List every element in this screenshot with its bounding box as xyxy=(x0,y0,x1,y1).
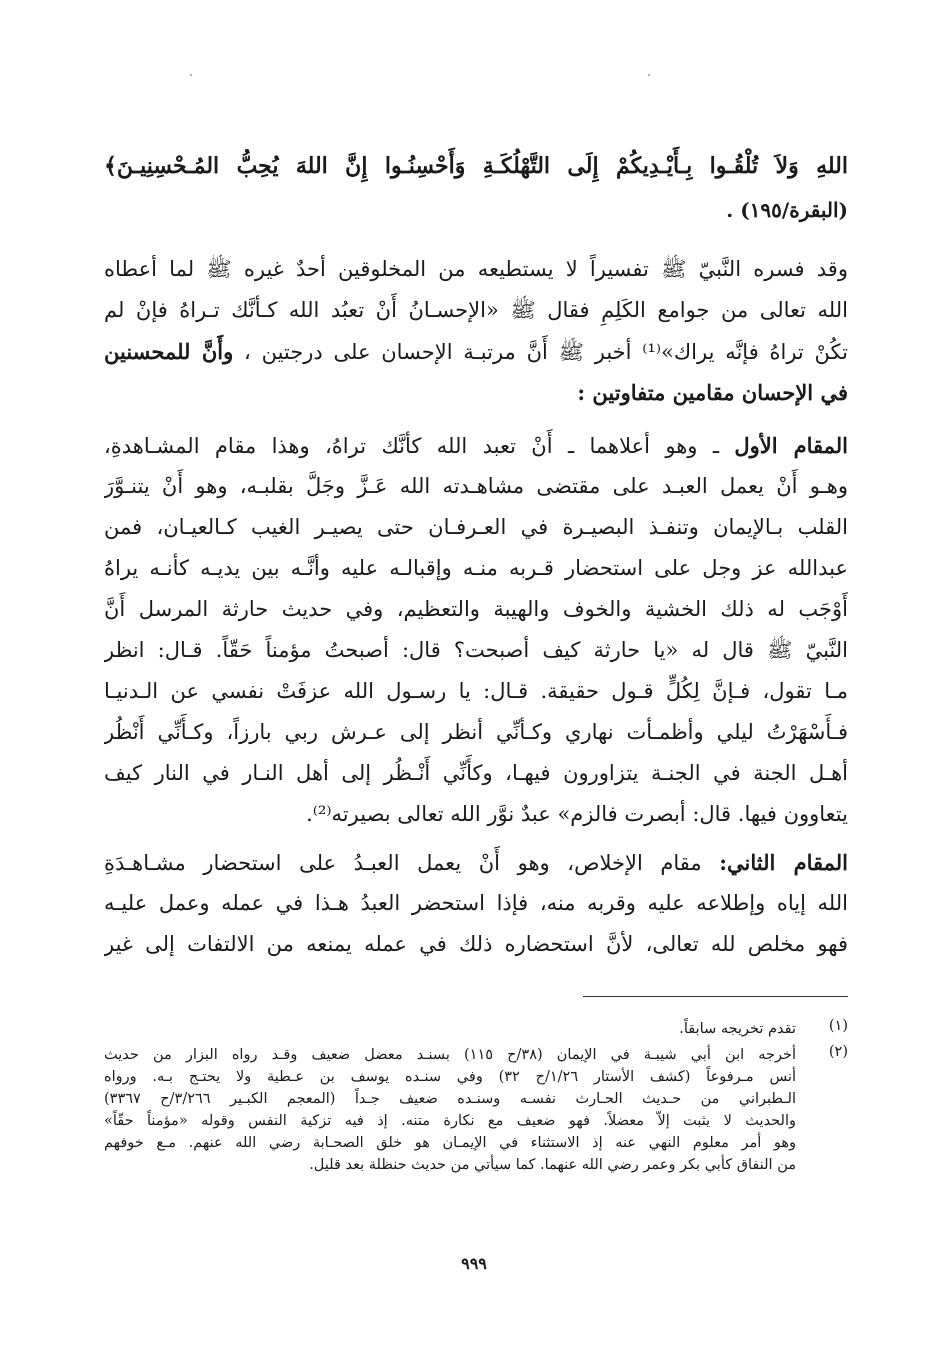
footnote-line: والحديث لا يثبت إلاّ معضلاً. فهو ضعيف مع نكارة متنه. إذ فيه تزكية النفس وقوله «مؤمناً حقّاً» xyxy=(104,1113,796,1129)
text-line: أَوْجَب له ذلك الخشية والخوف والهيبة والتعظيم، وفي حديث حارثة المرسل أَنَّ xyxy=(104,597,848,621)
text-line: وهـو أَنْ يعمل العبـد على مقتضى مشاهـدته الله عَـزَّ وجَلَّ بقلبـه، وهو أَنْ يتنـوَّرَ xyxy=(104,474,848,498)
page-number: ٩٩٩ xyxy=(461,1254,487,1273)
footnote-number: (٢) xyxy=(828,1044,848,1060)
text-segment: ـ وهو أعلاهما ـ أَنْ تعبد الله كأنَّك تراهُ، وهذا مقام المشـاهدةِ، xyxy=(104,434,719,458)
footnote-line: تقدم تخريجه سابقاً. xyxy=(679,1021,796,1037)
footnote-text xyxy=(104,1044,796,1176)
text-line: في الإحسان مقامين متفاوتين : xyxy=(577,380,848,405)
footnote-line: وهو أمر معلوم النهي عنه إذ الاستثناء في الإيمـان هو خلق الصحـابة رضي الله عنهم. مـع خوفهم xyxy=(104,1135,796,1151)
text-line: أهـل الجنة في الجنـة يتزاورون فيهـا، وكأَنِّي أَنْـظُر إلى أهل النـار في النار كيف xyxy=(104,761,848,785)
paragraph-ihsan-definition xyxy=(104,249,848,413)
text-segment: تكُنْ تراهُ فإنَّه يراك»⁽¹⁾ أخبر ﷺ أَنَّ مرتبـة الإحسان على درجتين ، xyxy=(244,340,848,364)
footnote-line: أخرجه ابن أبي شيبـة في الإيمان (٣٨/ح ١١٥) بسنـد معضل ضعيف وقـد رواه البزار من حديث xyxy=(104,1047,796,1063)
quran-verse xyxy=(104,144,848,232)
text-line xyxy=(104,425,848,466)
text-line: فـأَسْهَرْتُ ليلي وأظمـأت نهاري وكـأنِّي أنظر إلى عـرش ربي بارزاً، وكـأَنِّي أَنْظُر xyxy=(104,720,848,744)
paragraph-first-station xyxy=(104,425,848,835)
footnote-2 xyxy=(104,1044,848,1184)
footnote-1 xyxy=(104,1018,848,1042)
paragraph-second-station xyxy=(104,842,848,965)
footnote-text xyxy=(104,1018,796,1040)
text-line: فهو مخلص لله تعالى، لأنَّ استحضاره ذلك في عمله يمنعه من الالتفات إلى غير xyxy=(104,932,848,956)
text-line: القلب بـالإيمان وتنفـذ البصيـرة في العـرفـان حتى يصيـر الغيب كـالعيـان، فمن xyxy=(104,515,848,539)
text-segment: مقام الإخلاص، وهو أَنْ يعمل العبـدُ على استحضار مشـاهـدَةِ xyxy=(104,851,702,875)
footnote-line: أنس مـرفوعاً (كشف الأستار ١/٢٦/ح ٣٢) وفي سنـده يوسف بن عـطية ولا يحتـج بـه. ورواه xyxy=(104,1069,796,1085)
footnote-line: من النفاق كأبي بكر وعمر رضي الله عنهما. كما سيأتي من حديث حنظلة بعد قليل. xyxy=(309,1157,796,1173)
text-line: وقد فسره النَّبيّ ﷺ تفسيراً لا يستطيعه من المخلوقين أحدٌ غيره ﷺ لما أعطاه xyxy=(104,257,848,281)
verse-reference: (البقرة/١٩٥) . xyxy=(726,198,848,222)
text-line: الله تعالى من جوامع الكَلِمِ فقال ﷺ «الإحسـانُ أَنْ تعبُد الله كـأنَّك تـراهُ فإنْ لم xyxy=(104,298,848,322)
text-line: يتعاوون فيها. قال: أبصرت فالزم» عبدٌ نوَّر الله تعالى بصيرته⁽²⁾. xyxy=(306,802,848,826)
footnote-line: الـطبراني من حـديث الحـارث نفسـه وسنـده ضعيف جـداً (المعجم الكبـير ٣/٢٦٦/ح ٣٣٦٧) xyxy=(104,1091,796,1107)
section-heading: المقام الأول xyxy=(734,433,848,458)
text-line: عبدالله عز وجل على استحضار قـربه منـه وإقبالـه عليه وأنَّـه بين يديـه كأنـه يراهُ xyxy=(104,556,848,580)
section-heading: المقام الثاني: xyxy=(719,850,848,875)
text-line: مـا تقول، فـإنَّ لِكُلٍّ قـول حقيقة. قـال: يا رسـول الله عزفَتْ نفسي عن الـدنيـا xyxy=(104,679,848,703)
footnote-divider xyxy=(583,996,848,997)
bold-phrase: وأَنَّ للمحسنين xyxy=(104,339,234,364)
scan-speck xyxy=(648,74,650,76)
footnote-number: (١) xyxy=(828,1018,848,1034)
scan-speck xyxy=(190,74,192,76)
text-line: الله إياه وإطلاعه عليه وقربه منه، فإذا استحضر العبدُ هـذا في عمله وعمل عليـه xyxy=(104,891,848,915)
text-line xyxy=(104,331,848,372)
verse-text: اللهِ وَلاَ تُلْقُـوا بِـأَيْـدِيكُمْ إِلَى التَّهْلُكَـةِ وَأَحْسِنُـوا إِنَّ اللهَ يُحِبُّ المُـحْسِنِيـنَ﴾ xyxy=(104,153,848,179)
text-line xyxy=(104,842,848,883)
text-line: النَّبيّ ﷺ قال له «يا حارثة كيف أصبحت؟ قال: أصبحتُ مؤمناً حَقّاً. قـال: انظر xyxy=(104,638,848,662)
